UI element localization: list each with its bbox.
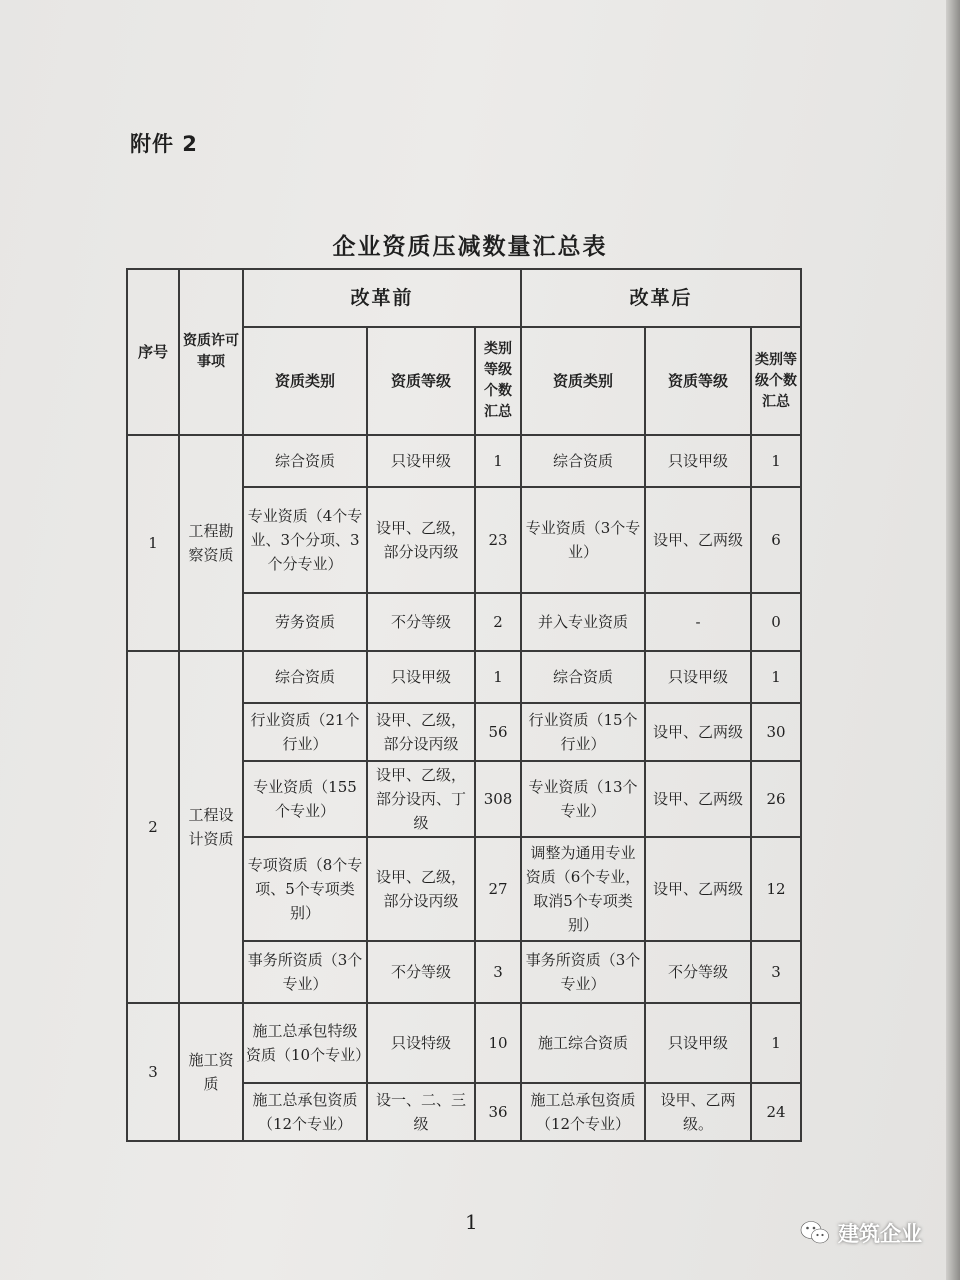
- table-row: [127, 651, 801, 703]
- before-count: 36: [475, 1083, 521, 1141]
- after-grade: 只设甲级: [645, 435, 751, 487]
- after-category: 综合资质: [521, 651, 645, 703]
- before-grade: 不分等级: [367, 941, 475, 1003]
- after-grade: 只设甲级: [645, 1003, 751, 1083]
- after-grade: 设甲、乙两级: [645, 703, 751, 761]
- after-category: 施工总承包资质（12个专业）: [521, 1083, 645, 1141]
- row-item: 工程勘察资质: [179, 435, 243, 651]
- before-grade: 不分等级: [367, 593, 475, 651]
- after-grade: -: [645, 593, 751, 651]
- before-grade: 只设甲级: [367, 651, 475, 703]
- header-before: 改革前: [243, 269, 521, 327]
- after-grade: 设甲、乙两级: [645, 761, 751, 837]
- page-shadow-edge: [946, 0, 960, 1280]
- after-category: 专业资质（3个专业）: [521, 487, 645, 593]
- header-after-category: 资质类别: [521, 327, 645, 435]
- after-count: 1: [751, 651, 801, 703]
- before-category: 施工总承包资质（12个专业）: [243, 1083, 367, 1141]
- before-count: 2: [475, 593, 521, 651]
- header-before-category: 资质类别: [243, 327, 367, 435]
- before-category: 专项资质（8个专项、5个专项类别）: [243, 837, 367, 941]
- after-category: 调整为通用专业资质（6个专业，取消5个专项类别）: [521, 837, 645, 941]
- before-count: 56: [475, 703, 521, 761]
- before-category: 劳务资质: [243, 593, 367, 651]
- before-category: 专业资质（4个专业、3个分项、3个分专业）: [243, 487, 367, 593]
- before-category: 综合资质: [243, 435, 367, 487]
- before-category: 行业资质（21个行业）: [243, 703, 367, 761]
- after-category: 行业资质（15个行业）: [521, 703, 645, 761]
- header-before-grade: 资质等级: [367, 327, 475, 435]
- row-item: 工程设计资质: [179, 651, 243, 1003]
- before-count: 10: [475, 1003, 521, 1083]
- watermark: [800, 1218, 922, 1248]
- attachment-label: 附件 2: [130, 132, 198, 156]
- header-after: 改革后: [521, 269, 801, 327]
- header-seq: 序号: [127, 269, 179, 435]
- after-count: 12: [751, 837, 801, 941]
- watermark-text: 建筑企业: [838, 1222, 922, 1246]
- header-before-count: 类别等级个数汇总: [475, 327, 521, 435]
- before-count: 308: [475, 761, 521, 837]
- after-count: 1: [751, 435, 801, 487]
- after-count: 26: [751, 761, 801, 837]
- before-grade: 设甲、乙级，部分设丙级: [367, 487, 475, 593]
- row-seq: 1: [127, 435, 179, 651]
- before-grade: 设甲、乙级，部分设丙、丁级: [367, 761, 475, 837]
- before-count: 27: [475, 837, 521, 941]
- header-item: 资质许可事项: [179, 269, 243, 435]
- before-grade: 设一、二、三级: [367, 1083, 475, 1141]
- after-grade: 设甲、乙两级: [645, 837, 751, 941]
- before-category: 施工总承包特级资质（10个专业）: [243, 1003, 367, 1083]
- before-grade: 只设甲级: [367, 435, 475, 487]
- before-count: 3: [475, 941, 521, 1003]
- before-category: 专业资质（155个专业）: [243, 761, 367, 837]
- header-after-count: 类别等级个数汇总: [751, 327, 801, 435]
- row-seq: 3: [127, 1003, 179, 1141]
- page-number: 1: [465, 1210, 478, 1234]
- row-item: 施工资质: [179, 1003, 243, 1141]
- after-category: 综合资质: [521, 435, 645, 487]
- table-row: [127, 435, 801, 487]
- before-category: 综合资质: [243, 651, 367, 703]
- table-row: [127, 1003, 801, 1083]
- before-category: 事务所资质（3个专业）: [243, 941, 367, 1003]
- wechat-icon: [800, 1220, 830, 1246]
- after-grade: 只设甲级: [645, 651, 751, 703]
- after-count: 6: [751, 487, 801, 593]
- before-grade: 只设特级: [367, 1003, 475, 1083]
- header-row-groups: [127, 269, 801, 327]
- before-count: 23: [475, 487, 521, 593]
- after-count: 3: [751, 941, 801, 1003]
- after-category: 施工综合资质: [521, 1003, 645, 1083]
- summary-table: [126, 268, 802, 1142]
- after-count: 24: [751, 1083, 801, 1141]
- row-seq: 2: [127, 651, 179, 1003]
- header-after-grade: 资质等级: [645, 327, 751, 435]
- before-count: 1: [475, 651, 521, 703]
- after-count: 1: [751, 1003, 801, 1083]
- before-grade: 设甲、乙级，部分设丙级: [367, 837, 475, 941]
- after-grade: 不分等级: [645, 941, 751, 1003]
- after-category: 并入专业资质: [521, 593, 645, 651]
- before-count: 1: [475, 435, 521, 487]
- document-title: 企业资质压减数量汇总表: [332, 234, 608, 260]
- after-category: 专业资质（13个专业）: [521, 761, 645, 837]
- after-category: 事务所资质（3个专业）: [521, 941, 645, 1003]
- after-grade: 设甲、乙两级。: [645, 1083, 751, 1141]
- after-count: 0: [751, 593, 801, 651]
- before-grade: 设甲、乙级，部分设丙级: [367, 703, 475, 761]
- after-count: 30: [751, 703, 801, 761]
- after-grade: 设甲、乙两级: [645, 487, 751, 593]
